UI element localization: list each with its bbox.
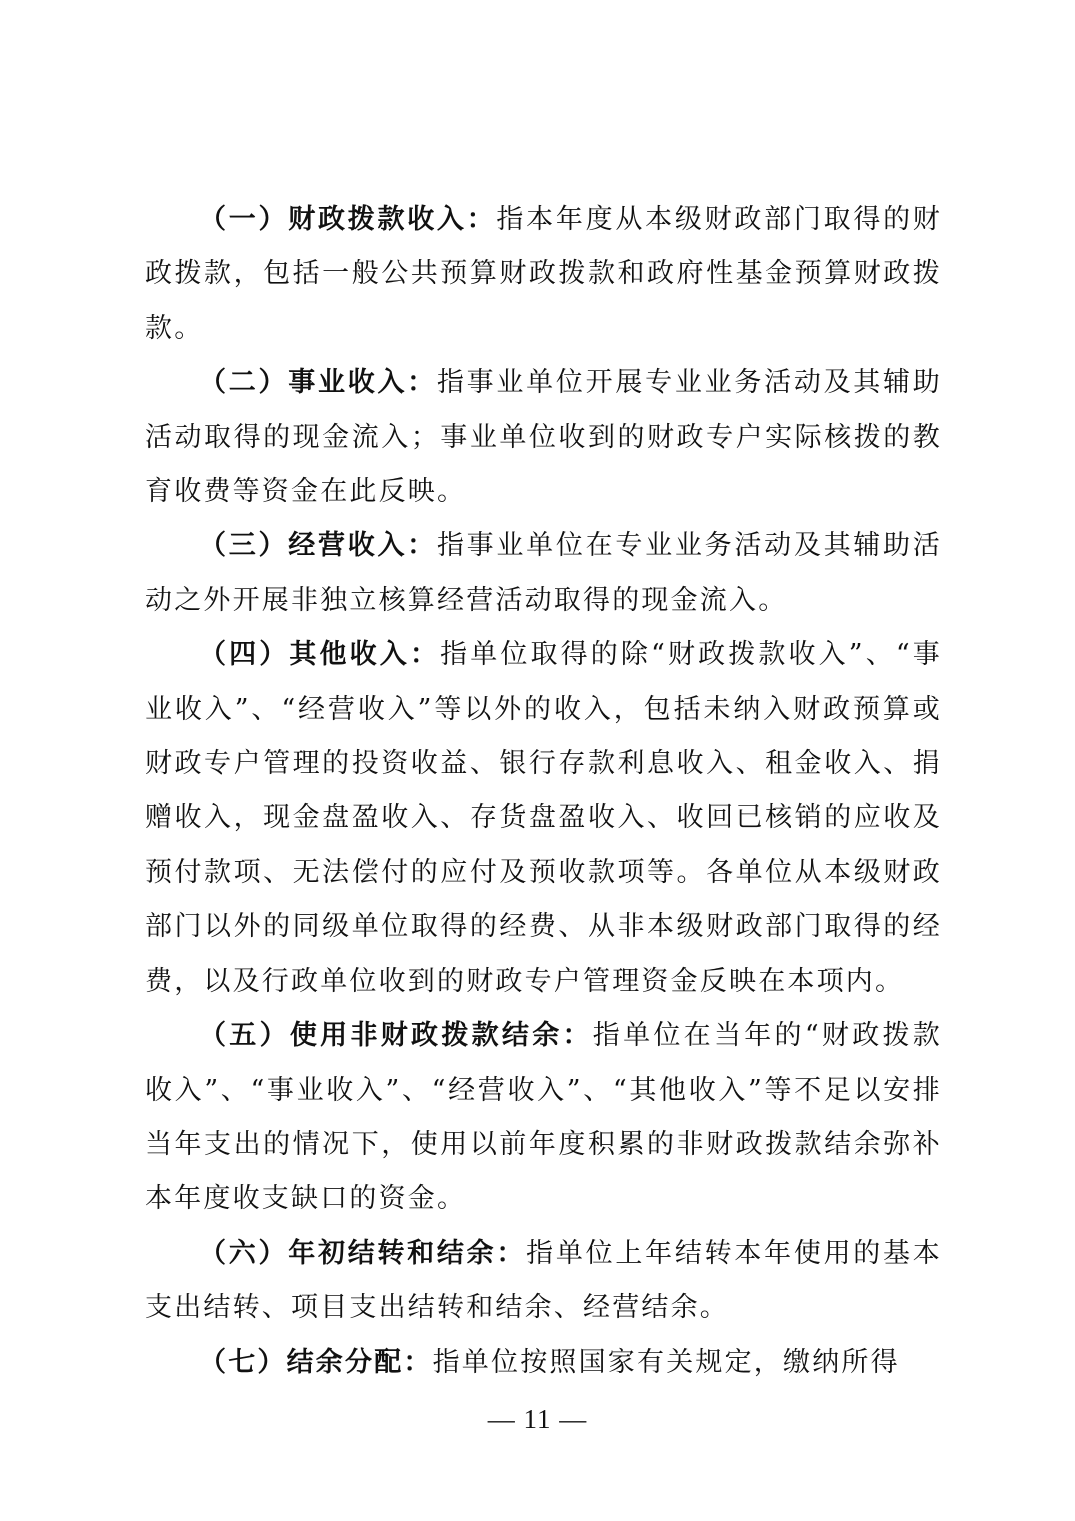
- paragraph-term: （二）事业收入：: [199, 367, 437, 399]
- paragraph-text: 指单位取得的除“财政拨款收入”、“事业收入”、“经营收入”等以外的收入，包括未纳入财政预算或财政专户管理的投资收益、银行存款利息收入、租金收入、捐赠收入，现金盘盈收入、存货盘盈收入、收回已核销的应收及预付款项、无法偿付的应付及预收款项等。各单位从本级财政部门以外的同级单位取得的经费、从非本级财政部门取得的经费，以及行政单位收到的财政专户管理资金反映在本项内。: [145, 639, 942, 997]
- paragraph-text: 指单位按照国家有关规定，缴纳所得: [432, 1346, 900, 1378]
- paragraph-term: （一）财政拨款收入：: [199, 204, 497, 235]
- body-text: [145, 193, 942, 1390]
- paragraph-balance-distribution: [145, 1336, 942, 1390]
- paragraph-text: 指事业单位在专业业务活动及其辅助活动之外开展非独立核算经营活动取得的现金流入。: [145, 530, 942, 616]
- paragraph-operating-income: [145, 519, 942, 628]
- paragraph-text: 指本年度从本级财政部门取得的财政拨款，包括一般公共预算财政拨款和政府性基金预算财政拨款。: [145, 204, 943, 344]
- paragraph-carryover-balance: [145, 1227, 942, 1336]
- paragraph-term: （四）其他收入：: [199, 639, 441, 671]
- paragraph-term: （五）使用非财政拨款结余：: [199, 1020, 593, 1052]
- paragraph-text: 指事业单位开展专业业务活动及其辅助活动取得的现金流入；事业单位收到的财政专户实际核拨的教育收费等资金在此反映。: [145, 367, 942, 508]
- paragraph-term: （七）结余分配：: [199, 1346, 433, 1378]
- paragraph-term: （六）年初结转和结余：: [199, 1237, 527, 1269]
- page-number: — 11 —: [487, 1404, 588, 1434]
- paragraph-text: 指单位上年结转本年使用的基本支出结转、项目支出结转和结余、经营结余。: [145, 1237, 942, 1324]
- paragraph-other-income: [145, 628, 942, 1009]
- paragraph-text: 指单位在当年的“财政拨款收入”、“事业收入”、“经营收入”、“其他收入”等不足以安排当年支出的情况下，使用以前年度积累的非财政拨款结余弥补本年度收支缺口的资金。: [145, 1020, 943, 1215]
- paragraph-non-fiscal-balance-use: [145, 1009, 942, 1227]
- paragraph-term: （三）经营收入：: [199, 530, 437, 562]
- paragraph-business-income: [145, 356, 942, 519]
- paragraph-fiscal-appropriation-income: [145, 193, 942, 356]
